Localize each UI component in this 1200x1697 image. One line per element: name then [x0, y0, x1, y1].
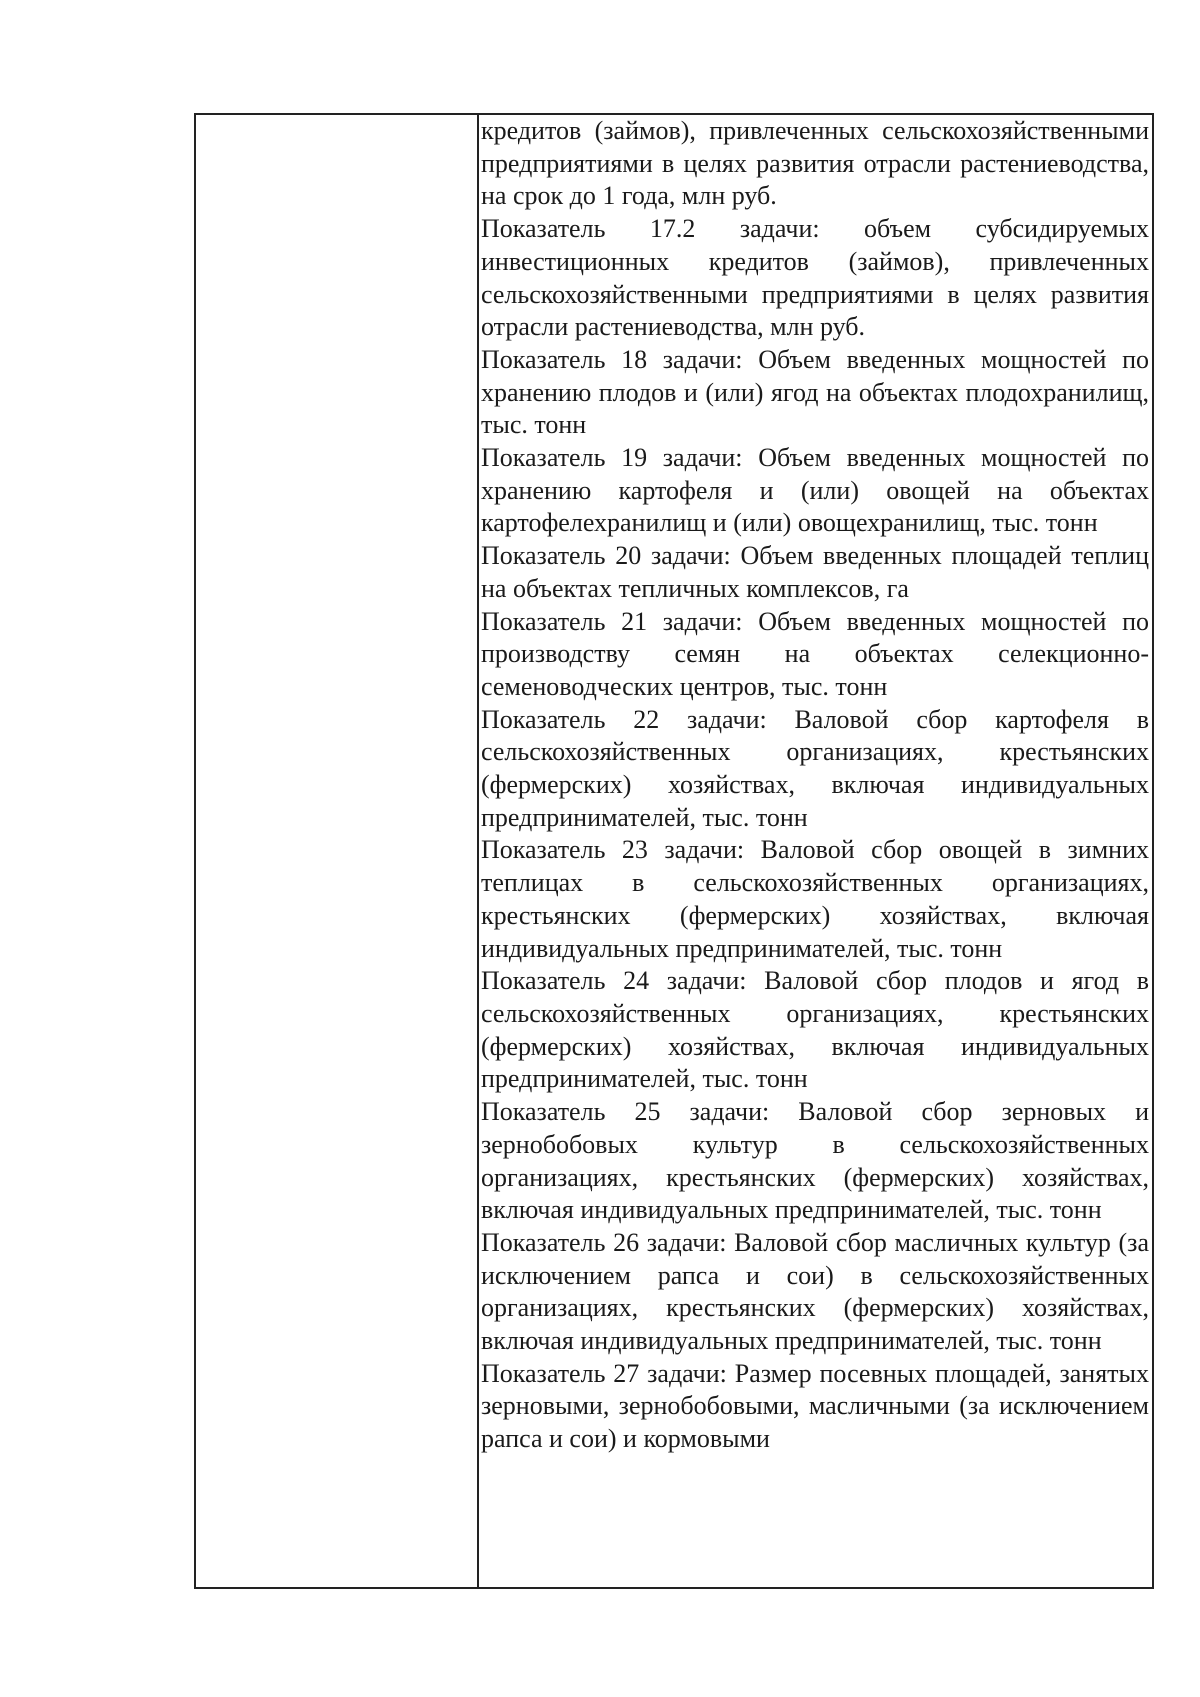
paragraph-indicator-19: Показатель 19 задачи: Объем введенных мощностей по хранению картофеля и (или) овощей на объектах картофелехранилищ и (или) овощехранилищ, тыс. тонн	[481, 443, 1149, 538]
paragraph-indicator-23: Показатель 23 задачи: Валовой сбор овощей в зимних теплицах в сельскохозяйственных организациях, крестьянских (фермерских) хозяйствах, включая индивидуальных предпринимателей, тыс. тонн	[481, 835, 1149, 963]
paragraph-indicator-26: Показатель 26 задачи: Валовой сбор масличных культур (за исключением рапса и сои) в сельскохозяйственных организациях, крестьянских (фермерских) хозяйствах, включая индивидуальных предпринимателей, тыс. тонн	[481, 1227, 1149, 1356]
paragraph-indicator-25: Показатель 25 задачи: Валовой сбор зерновых и зернобобовых культур в сельскохозяйственных организациях, крестьянских (фермерских) хозяйствах, включая индивидуальных предпринимателей, тыс. тонн	[481, 1097, 1149, 1225]
table-right-cell	[479, 115, 1152, 1587]
table-left-cell	[196, 115, 479, 1587]
paragraph-indicator-21: Показатель 21 задачи: Объем введенных мощностей по производству семян на объектах селекционно-семеноводческих центров, тыс. тонн	[481, 606, 1149, 701]
paragraph-indicator-27: Показатель 27 задачи: Размер посевных площадей, занятых зерновыми, зернобобовыми, масличными (за исключением рапса и сои) и кормовыми	[481, 1358, 1149, 1454]
document-table	[194, 113, 1154, 1589]
paragraph-credits-continuation: кредитов (займов), привлеченных сельскохозяйственными предприятиями в целях развития отрасли растениеводства, на срок до 1 года, млн руб.	[481, 116, 1149, 211]
paragraph-indicator-17-2: Показатель 17.2 задачи: объем субсидируемых инвестиционных кредитов (займов), привлеченных сельскохозяйственными предприятиями в целях развития отрасли растениеводства, млн руб.	[481, 214, 1149, 342]
paragraph-indicator-24: Показатель 24 задачи: Валовой сбор плодов и ягод в сельскохозяйственных организациях, крестьянских (фермерских) хозяйствах, включая индивидуальных предпринимателей, тыс. тонн	[481, 966, 1149, 1094]
paragraph-indicator-20: Показатель 20 задачи: Объем введенных площадей теплиц на объектах тепличных комплексов, га	[481, 541, 1149, 603]
paragraph-indicator-18: Показатель 18 задачи: Объем введенных мощностей по хранению плодов и (или) ягод на объектах плодохранилищ, тыс. тонн	[481, 344, 1149, 440]
paragraph-indicator-22: Показатель 22 задачи: Валовой сбор картофеля в сельскохозяйственных организациях, крестьянских (фермерских) хозяйствах, включая индивидуальных предпринимателей, тыс. тонн	[481, 704, 1149, 832]
